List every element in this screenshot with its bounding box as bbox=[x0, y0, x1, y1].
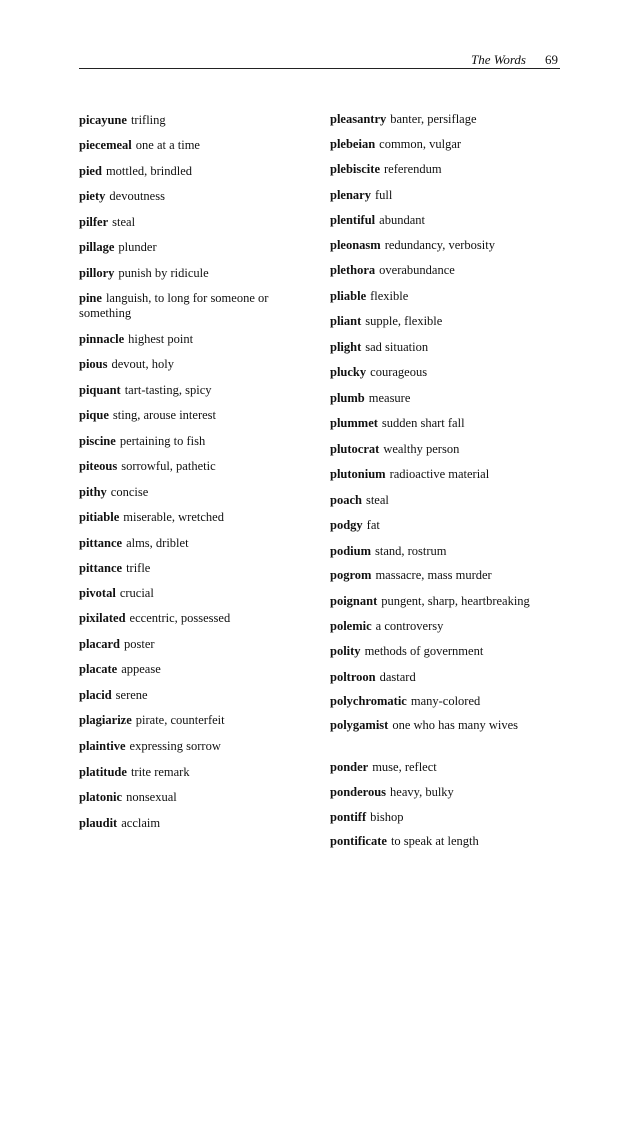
entry-word: pliable bbox=[330, 289, 367, 303]
entry-word: plethora bbox=[330, 263, 376, 277]
entry-word: polemic bbox=[330, 619, 372, 633]
entry-word: placard bbox=[79, 637, 120, 651]
entry-definition: miserable, wretched bbox=[123, 510, 224, 524]
entry-word: plumb bbox=[330, 391, 365, 405]
entry-word: plummet bbox=[330, 416, 378, 430]
entry-word: picayune bbox=[79, 113, 127, 127]
entry-definition: one at a time bbox=[135, 138, 200, 152]
word-entry bbox=[330, 416, 465, 431]
entry-definition: trite remark bbox=[130, 765, 190, 779]
entry-word: polity bbox=[330, 644, 361, 658]
entry-definition: abundant bbox=[379, 213, 425, 227]
entry-definition: serene bbox=[115, 688, 148, 702]
entry-word: plutonium bbox=[330, 467, 386, 481]
entry-definition: trifle bbox=[126, 561, 151, 575]
word-entry bbox=[330, 162, 442, 177]
entry-word: pillory bbox=[79, 266, 115, 280]
entry-word: plight bbox=[330, 340, 362, 354]
entry-word: pithy bbox=[79, 485, 107, 499]
word-entry bbox=[330, 314, 442, 329]
word-entry bbox=[330, 718, 550, 733]
entry-definition: alms, driblet bbox=[126, 536, 189, 550]
entry-word: ponderous bbox=[330, 785, 387, 799]
entry-word: plaintive bbox=[79, 739, 126, 753]
page-number: 69 bbox=[545, 52, 558, 67]
entry-word: pied bbox=[79, 164, 102, 178]
word-entry bbox=[330, 568, 492, 583]
entry-word: piecemeal bbox=[79, 138, 132, 152]
entry-word: poignant bbox=[330, 594, 378, 608]
word-entry bbox=[330, 365, 427, 380]
entry-word: pleonasm bbox=[330, 238, 381, 252]
word-entry bbox=[330, 760, 437, 775]
entry-word: polygamist bbox=[330, 718, 389, 732]
entry-definition: steal bbox=[112, 215, 136, 229]
word-entry bbox=[330, 670, 416, 685]
entry-definition: mottled, brindled bbox=[105, 164, 193, 178]
header-title: The Words bbox=[470, 52, 526, 67]
entry-word: pontiff bbox=[330, 810, 367, 824]
entry-word: plaudit bbox=[79, 816, 118, 830]
entry-definition: overabundance bbox=[379, 263, 455, 277]
entry-definition: wealthy person bbox=[383, 442, 460, 456]
entry-word: pitiable bbox=[79, 510, 120, 524]
entry-definition: radioactive material bbox=[389, 467, 490, 481]
word-entry bbox=[330, 112, 477, 127]
entry-word: pixilated bbox=[79, 611, 126, 625]
entry-word: plagiarize bbox=[79, 713, 132, 727]
word-entry bbox=[330, 340, 428, 355]
entry-definition: expressing sorrow bbox=[129, 739, 221, 753]
entry-definition: many-colored bbox=[410, 694, 481, 708]
entry-definition: courageous bbox=[370, 365, 428, 379]
entry-definition: devoutness bbox=[109, 189, 165, 203]
entry-definition: supple, flexible bbox=[365, 314, 443, 328]
word-entry bbox=[330, 289, 408, 304]
entry-word: pogrom bbox=[330, 568, 372, 582]
entry-word: pliant bbox=[330, 314, 362, 328]
entry-word: plebeian bbox=[330, 137, 376, 151]
entry-definition: appease bbox=[121, 662, 161, 676]
entry-definition: highest point bbox=[128, 332, 194, 346]
entry-definition: poster bbox=[123, 637, 155, 651]
entry-definition: punish by ridicule bbox=[118, 266, 209, 280]
entry-word: plutocrat bbox=[330, 442, 380, 456]
entry-word: pique bbox=[79, 408, 109, 422]
entry-definition: pertaining to fish bbox=[119, 434, 206, 448]
entry-definition: stand, rostrum bbox=[375, 544, 447, 558]
entry-definition: redundancy, verbosity bbox=[384, 238, 495, 252]
entry-definition: muse, reflect bbox=[372, 760, 437, 774]
entry-definition: eccentric, possessed bbox=[129, 611, 231, 625]
entry-word: pleasantry bbox=[330, 112, 387, 126]
entry-definition: common, vulgar bbox=[379, 137, 462, 151]
word-entry bbox=[330, 544, 447, 559]
entry-word: podgy bbox=[330, 518, 363, 532]
entry-definition: concise bbox=[110, 485, 149, 499]
entry-word: poach bbox=[330, 493, 362, 507]
word-entry bbox=[330, 644, 483, 659]
entry-word: pivotal bbox=[79, 586, 116, 600]
entry-definition: languish, to long for someone or something bbox=[79, 291, 269, 320]
word-entry bbox=[330, 391, 410, 406]
word-entry bbox=[330, 619, 443, 634]
entry-word: podium bbox=[330, 544, 371, 558]
entry-word: plentiful bbox=[330, 213, 376, 227]
entry-word: pious bbox=[79, 357, 108, 371]
entry-definition: sad situation bbox=[365, 340, 429, 354]
word-entry bbox=[330, 188, 392, 203]
entry-definition: measure bbox=[368, 391, 411, 405]
entry-definition: bishop bbox=[370, 810, 404, 824]
entry-word: piety bbox=[79, 189, 106, 203]
word-entry bbox=[330, 467, 489, 482]
entry-definition: a controversy bbox=[375, 619, 444, 633]
word-entry bbox=[330, 137, 461, 152]
entry-definition: heavy, bulky bbox=[390, 785, 454, 799]
entry-definition: massacre, mass murder bbox=[375, 568, 492, 582]
word-entry bbox=[330, 493, 389, 508]
entry-word: piscine bbox=[79, 434, 116, 448]
entry-word: pittance bbox=[79, 561, 123, 575]
entry-definition: dastard bbox=[379, 670, 416, 684]
entry-word: ponder bbox=[330, 760, 369, 774]
word-entry bbox=[330, 263, 455, 278]
entry-definition: tart-tasting, spicy bbox=[124, 383, 212, 397]
word-entry bbox=[330, 694, 480, 709]
entry-word: piteous bbox=[79, 459, 118, 473]
entry-word: platitude bbox=[79, 765, 127, 779]
word-entry bbox=[330, 785, 454, 800]
entry-definition: plunder bbox=[118, 240, 157, 254]
entry-definition: devout, holy bbox=[111, 357, 174, 371]
entry-definition: one who has many wives bbox=[392, 718, 519, 732]
entry-word: placate bbox=[79, 662, 118, 676]
entry-word: pittance bbox=[79, 536, 123, 550]
entry-word: pontificate bbox=[330, 834, 387, 848]
word-entry bbox=[330, 238, 495, 253]
word-entry bbox=[330, 518, 380, 533]
entry-definition: sting, arouse interest bbox=[112, 408, 216, 422]
entry-word: pillage bbox=[79, 240, 115, 254]
entry-definition: sorrowful, pathetic bbox=[121, 459, 216, 473]
entry-word: platonic bbox=[79, 790, 123, 804]
entry-definition: acclaim bbox=[121, 816, 161, 830]
entry-word: pine bbox=[79, 291, 102, 305]
entry-word: piquant bbox=[79, 383, 121, 397]
entry-word: plucky bbox=[330, 365, 367, 379]
entry-definition: referendum bbox=[384, 162, 442, 176]
entry-definition: to speak at length bbox=[390, 834, 479, 848]
entry-word: pinnacle bbox=[79, 332, 125, 346]
word-entry bbox=[330, 213, 425, 228]
entry-word: plebiscite bbox=[330, 162, 380, 176]
entry-definition: pirate, counterfeit bbox=[135, 713, 225, 727]
entry-word: pilfer bbox=[79, 215, 109, 229]
word-entry bbox=[330, 834, 479, 849]
entry-definition: methods of government bbox=[364, 644, 484, 658]
entry-definition: banter, persiflage bbox=[390, 112, 477, 126]
entry-definition: crucial bbox=[119, 586, 154, 600]
entry-word: placid bbox=[79, 688, 112, 702]
word-entry bbox=[330, 810, 403, 825]
entry-word: plenary bbox=[330, 188, 371, 202]
entry-word: polychromatic bbox=[330, 694, 407, 708]
entry-definition: nonsexual bbox=[126, 790, 177, 804]
word-entry bbox=[330, 594, 530, 609]
entry-definition: fat bbox=[366, 518, 380, 532]
entry-definition: pungent, sharp, heartbreaking bbox=[381, 594, 530, 608]
entry-definition: full bbox=[374, 188, 393, 202]
entry-word: poltroon bbox=[330, 670, 376, 684]
entry-definition: trifling bbox=[130, 113, 166, 127]
entry-definition: sudden shart fall bbox=[381, 416, 465, 430]
entry-definition: steal bbox=[365, 493, 389, 507]
entry-definition: flexible bbox=[370, 289, 409, 303]
word-entry bbox=[330, 442, 459, 457]
